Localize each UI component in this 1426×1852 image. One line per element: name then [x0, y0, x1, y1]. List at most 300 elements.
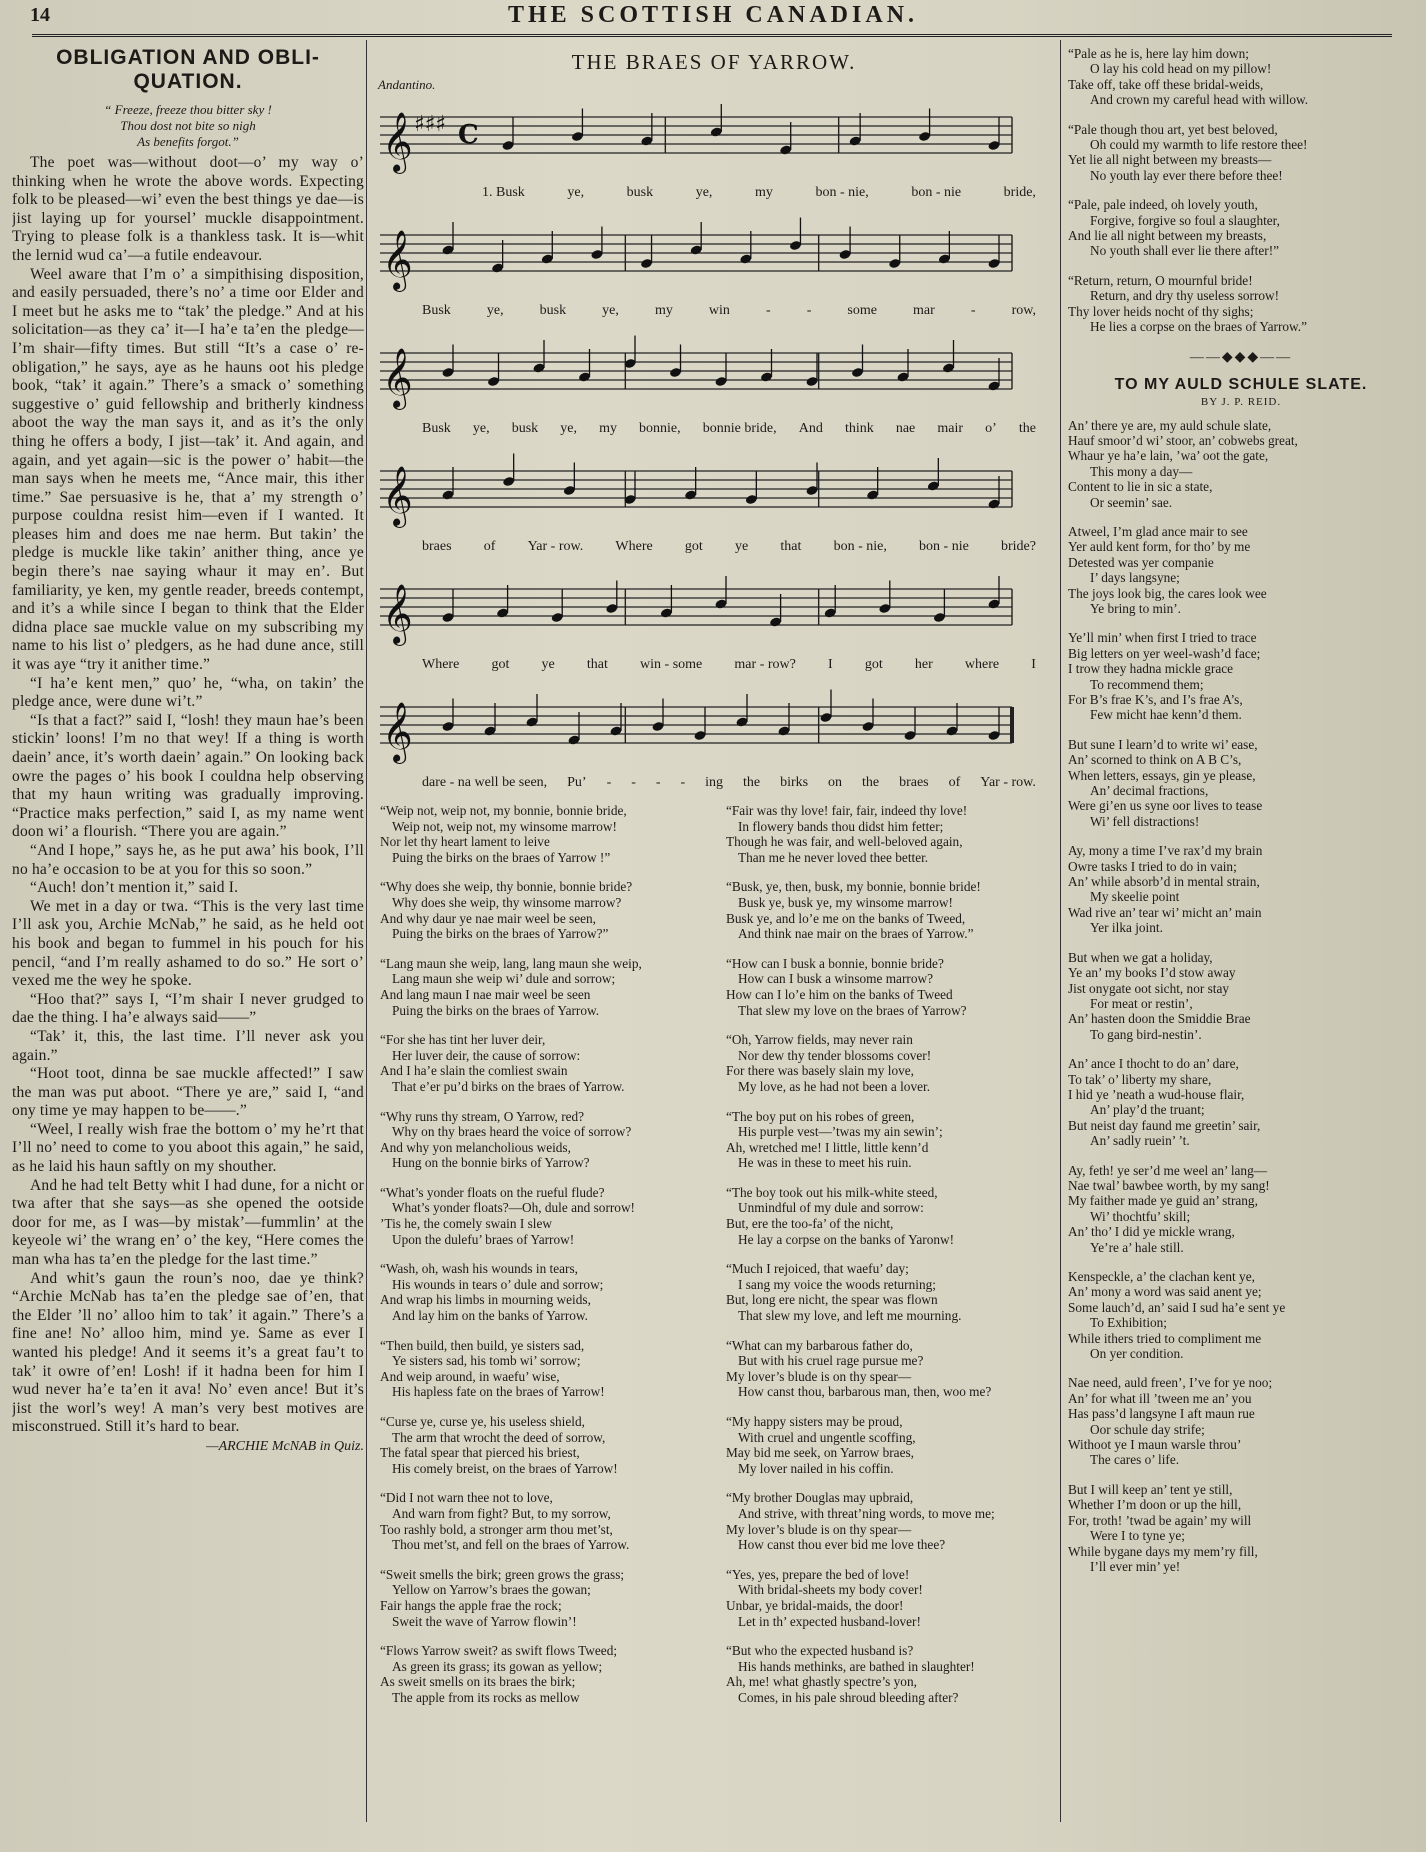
- verse-stanza: [372, 1490, 710, 1552]
- verse-line: Nor dew thy tender blossoms cover!: [738, 1047, 932, 1063]
- article-paragraph: “Is that a fact?” said I, “losh! they maun hae’s been stickin’ loons! I’m no that wey! If a thing is worth daein’ ance, it’s worth daein’ again.” On looking back owre the pages o’ his book I couldna help observing that my haun writing was gradually improving. “Practice maks perfection,” said I, as my name went doon wi’ a flourish. “There you are again.”: [12, 711, 364, 841]
- lyric-syllable: Pu’: [567, 775, 587, 790]
- lyric-row: [482, 185, 1036, 201]
- verse-line: With bridal-sheets my body cover!: [738, 1582, 923, 1598]
- key-signature-icon: ♯♯♯: [414, 112, 446, 137]
- verse-line: “Oh, Yarrow fields, may never rain: [726, 1032, 913, 1048]
- tempo-marking: Andantino.: [378, 77, 436, 92]
- verse-stanza: [1066, 418, 1416, 510]
- verse-line: “But who the expected husband is?: [726, 1643, 914, 1659]
- verse-line: How canst thou, barbarous man, then, woo me?: [738, 1384, 992, 1400]
- time-signature-icon: C: [458, 120, 479, 150]
- verse-line: “Much I rejoiced, that waefu’ day;: [726, 1261, 909, 1277]
- verse-line: “The boy put on his robes of green,: [726, 1108, 915, 1124]
- lyric-syllable: I: [828, 657, 833, 672]
- verse-stanza: [718, 1261, 1056, 1323]
- lyric-syllable: got: [491, 657, 510, 672]
- lyric-syllable: o’: [985, 421, 997, 436]
- verse-line: Were I to tyne ye;: [1090, 1528, 1185, 1544]
- lyric-syllable: ing: [705, 775, 724, 790]
- verse-line: Too rashly bold, a stronger arm thou met’st,: [380, 1521, 613, 1537]
- verse-stanza: [372, 956, 710, 1018]
- lyric-syllable: bride?: [1000, 539, 1036, 554]
- verse-line: In flowery bands thou didst him fetter;: [738, 818, 944, 834]
- verse-line: The arm that wrocht the deed of sorrow,: [392, 1429, 606, 1445]
- verse-line: Lang maun she weip wi’ dule and sorrow;: [392, 971, 616, 987]
- verse-line: Hung on the bonnie birks of Yarrow?: [392, 1155, 590, 1171]
- verse-line: Thy lover heids nocht of thy sighs;: [1068, 303, 1254, 319]
- lyric-syllable: bon - nie: [919, 539, 969, 554]
- verse-line: Oh could my warmth to life restore thee!: [1090, 137, 1308, 153]
- verse-stanza: [372, 1109, 710, 1171]
- lyric-syllable: ye,: [560, 421, 577, 436]
- verse-line: My love, as he had not been a lover.: [738, 1078, 931, 1094]
- lyric-syllable: -: [655, 775, 661, 790]
- masthead-title: THE SCOTTISH CANADIAN.: [507, 2, 919, 28]
- verse-line: Her luver deir, the cause of sorrow:: [392, 1047, 581, 1063]
- verse-line: To gang bird-nestin’.: [1090, 1026, 1202, 1042]
- lyric-syllable: the: [1018, 421, 1036, 436]
- lyric-syllable: nae: [895, 421, 916, 436]
- verse-line: But when we gat a holiday,: [1068, 949, 1213, 965]
- verse-stanza: [1066, 1163, 1416, 1255]
- verse-line: My faither made ye guid an’ strang,: [1068, 1193, 1258, 1209]
- lyric-syllable: -: [606, 775, 612, 790]
- lyric-syllable: ye,: [486, 303, 504, 318]
- lyric-syllable: got: [864, 657, 883, 672]
- staff-svg: [372, 565, 1032, 657]
- lyric-syllable: that: [780, 539, 802, 554]
- lyric-syllable: ye: [734, 539, 749, 554]
- verse-line: That e’er pu’d birks on the braes of Yarrow.: [392, 1078, 625, 1094]
- lyric-syllable: Busk: [422, 421, 451, 436]
- music-staff-system: [372, 211, 1056, 329]
- verse-line: An’ hasten doon the Smiddie Brae: [1068, 1011, 1251, 1027]
- verse-line: “Lang maun she weip, lang, lang maun she weip,: [380, 955, 642, 971]
- verse-line: For there was basely slain my love,: [726, 1063, 914, 1079]
- song-column: [372, 46, 1056, 1720]
- verse-line: Yer ilka joint.: [1090, 920, 1163, 936]
- verse-line: Atweel, I’m glad ance mair to see: [1068, 523, 1248, 539]
- verse-stanza: [1066, 524, 1416, 616]
- verse-stanza: [1066, 950, 1416, 1042]
- verse-line: ’Tis he, the comely swain I slew: [380, 1216, 552, 1232]
- verse-stanza: [718, 1185, 1056, 1247]
- verse-line: Jist onygate oot sicht, nor stay: [1068, 980, 1230, 996]
- poem-column: [1066, 46, 1416, 1588]
- verse-line: “Flows Yarrow sweit? as swift flows Tweed;: [380, 1643, 618, 1659]
- page-number: 14: [30, 4, 50, 26]
- verse-stanza: [1066, 1482, 1416, 1574]
- verse-line: How can I lo’e him on the banks of Tweed: [726, 986, 953, 1002]
- verse-line: “My happy sisters may be proud,: [726, 1414, 903, 1429]
- epigraph-line: Thou dost not bite so nigh: [120, 118, 256, 133]
- verse-line: The cares o’ life.: [1090, 1452, 1180, 1468]
- verse-line: My lover’s blude is on thy spear—: [726, 1368, 912, 1384]
- verse-line: “Why runs thy stream, O Yarrow, red?: [380, 1108, 585, 1124]
- verse-stanza: [372, 879, 710, 941]
- lyric-syllable: mar - row?: [734, 657, 796, 672]
- verse-line: His hands methinks, are bathed in slaughter!: [738, 1658, 975, 1674]
- treble-clef-icon: 𝄞: [382, 112, 413, 172]
- verse-line: The fatal spear that pierced his briest,: [380, 1445, 580, 1461]
- verse-line: The apple from its rocks as mellow: [392, 1689, 580, 1705]
- verse-stanza: [718, 1414, 1056, 1476]
- lyric-syllable: bonnie,: [639, 421, 681, 436]
- verse-stanza: [372, 1261, 710, 1323]
- lyric-syllable: think: [844, 421, 874, 436]
- verse-stanza: [1066, 122, 1416, 184]
- lyric-syllable: -: [970, 303, 976, 318]
- verse-line: Ye sisters sad, his tomb wi’ sorrow;: [392, 1353, 581, 1369]
- verse-line: Weip not, weip not, my winsome marrow!: [392, 818, 617, 834]
- poem-byline: BY J. P. REID.: [1200, 395, 1282, 408]
- lyric-syllable: -: [631, 775, 636, 790]
- staff-svg: [372, 683, 1032, 775]
- verse-line: Yer auld kent form, for tho’ by me: [1068, 539, 1251, 555]
- verse-stanza: [1066, 46, 1416, 108]
- verse-line: As green its grass; its gowan as yellow;: [392, 1658, 603, 1674]
- verse-line: No youth shall ever lie there after!”: [1090, 243, 1280, 259]
- lyric-syllable: where: [964, 657, 1000, 672]
- verse-line: “Then build, then build, ye sisters sad,: [380, 1337, 585, 1353]
- verse-line: For, troth! ’twad be again’ my will: [1068, 1512, 1252, 1528]
- verse-stanza: [1066, 843, 1416, 935]
- verse-line: But I will keep an’ tent ye still,: [1068, 1481, 1233, 1497]
- verse-line: Than me he never loved thee better.: [738, 849, 929, 865]
- article-paragraph: “I ha’e kent men,” quo’ he, “wha, on takin’ the pledge ance, were dune wi’t.”: [12, 674, 364, 711]
- verse-line: O lay his cold head on my pillow!: [1090, 61, 1272, 77]
- verse-line: Take off, take off these bridal-weids,: [1068, 76, 1264, 92]
- lyric-syllable: And: [798, 421, 823, 436]
- verse-line: Puing the birks on the braes of Yarrow !”: [392, 849, 611, 865]
- verse-line: “The boy took out his milk-white steed,: [726, 1184, 938, 1200]
- lyric-row: [422, 303, 1036, 319]
- lyric-syllable: dare - na well be seen,: [422, 775, 548, 790]
- lyric-row: [422, 775, 1036, 791]
- verse-line: And I ha’e slain the comliest swain: [380, 1063, 568, 1079]
- verse-line: Whaur ye ha’e lain, ’wa’ oot the gate,: [1068, 448, 1269, 464]
- lyric-syllable: bon - nie,: [815, 185, 869, 200]
- verse-line: Thou met’st, and fell on the braes of Yarrow.: [392, 1537, 630, 1553]
- lyric-syllable: busk: [539, 303, 567, 318]
- music-staff-system: [372, 93, 1056, 211]
- verse-line: When letters, essays, gin ye please,: [1068, 767, 1256, 783]
- lyric-syllable: bride,: [1003, 185, 1036, 200]
- verse-stanza: [372, 1338, 710, 1400]
- verse-line: Ah, me! what ghastly spectre’s yon,: [726, 1674, 917, 1690]
- verse-line: “Yes, yes, prepare the bed of love!: [726, 1566, 910, 1582]
- poem-title: TO MY AULD SCHULE SLATE.: [1114, 375, 1368, 393]
- verse-stanza: [1066, 737, 1416, 829]
- lyric-syllable: ye,: [472, 421, 490, 436]
- lyric-syllable: some: [847, 303, 877, 318]
- verse-line: I trow they hadna mickle grace: [1068, 661, 1234, 677]
- lyric-row: [422, 539, 1036, 555]
- verse-stanza: [1066, 1375, 1416, 1467]
- article-paragraph: Weel aware that I’m o’ a simpithising disposition, and easily persuaded, there’s no’ a time oor Elder and I meet but he asks me to “tak’ the pledge.” And at his solicitation—as they ca’ it—I ha’e ta’en the pledge—I’m shair—fifty times. But still “It’s a case o’ re-obligation,” he says, aye as he hauns oot his pledge book, “tak’ it again.” There’s a smack o’ something suggestive o’ guid fellowship and britherly kindness aboot the way the man says it, and as it’s the only thing he offers a body, I jist—tak’ it. And again, and again, and yet again—sic is the power o’ habit—the man says when he meets me, “Ance mair, this ither time.” Sae persuasive is he, that a’ my strength o’ purpose couldna resist him—even if I wanted. It pleases him and does me nae herm. But takin’ the pledge is muckle like takin’ anither thing, ance ye begin there’s nae saying whaur it may en’. But familiarity, ye ken, my gentle reader, breeds contempt, and it’s a while since I began to think that the Elder didna place sae muckle value on my subscribing my name to his list o’ pledgers, as he had dune ance, still it was aye “try it anither time.”: [12, 265, 364, 674]
- music-staff-system: [372, 683, 1056, 801]
- verse-line: Ay, feth! ye ser’d me weel an’ lang—: [1068, 1162, 1268, 1178]
- lyric-syllable: of: [483, 539, 496, 554]
- verse-stanza: [718, 1338, 1056, 1400]
- verse-line: “Fair was thy love! fair, fair, indeed thy love!: [726, 803, 968, 818]
- song-verses-continued: [1066, 46, 1416, 335]
- verse-line: But sune I learn’d to write wi’ ease,: [1068, 736, 1258, 752]
- epigraph-line: “ Freeze, freeze thou bitter sky !: [104, 102, 272, 117]
- verse-line: But, ere the too-fa’ of the nicht,: [726, 1216, 894, 1232]
- lyric-syllable: on: [828, 775, 843, 790]
- verse-line: Busk ye, busk ye, my winsome marrow!: [738, 894, 953, 910]
- verse-line: Unbar, ye bridal-maids, the door!: [726, 1597, 904, 1613]
- verse-stanza: [718, 879, 1056, 941]
- lyric-syllable: busk: [626, 185, 654, 200]
- verse-line: He lay a corpse on the banks of Yaronw!: [738, 1231, 955, 1247]
- lyric-syllable: Yar - row.: [527, 539, 584, 554]
- verse-line: Puing the birks on the braes of Yarrow.: [392, 1002, 600, 1018]
- verse-line: Puing the birks on the braes of Yarrow?”: [392, 926, 609, 942]
- article-paragraph: “Auch! don’t mention it,” said I.: [30, 879, 239, 897]
- verse-line: Yet lie all night between my breasts—: [1068, 152, 1272, 168]
- lyric-syllable: row,: [1011, 303, 1036, 318]
- verse-stanza: [718, 803, 1056, 865]
- article-body: [12, 154, 364, 1437]
- verse-line: What’s yonder floats?—Oh, dule and sorrow!: [392, 1200, 635, 1216]
- verse-line: “Pale, pale indeed, oh lovely youth,: [1068, 197, 1258, 213]
- verse-line: My skeelie point: [1090, 889, 1180, 905]
- verse-line: Has pass’d langsyne I aft maun rue: [1068, 1406, 1255, 1422]
- verse-line: And warn from fight? But, to my sorrow,: [392, 1505, 611, 1521]
- poem-body: [1066, 418, 1416, 1575]
- verse-line: Or seemin’ sae.: [1090, 494, 1173, 510]
- staff-svg: [372, 447, 1032, 539]
- verse-stanza: [718, 1032, 1056, 1094]
- lyric-syllable: busk: [511, 421, 539, 436]
- verse-line: I’ll ever min’ ye!: [1090, 1558, 1181, 1574]
- verse-line: “Why does she weip, thy bonnie, bonnie bride?: [380, 879, 633, 895]
- verse-line: He lies a corpse on the braes of Yarrow.”: [1090, 319, 1307, 335]
- music-staff-system: [372, 565, 1056, 683]
- verse-line: Hauf smoor’d wi’ stoor, an’ cobwebs great,: [1068, 432, 1298, 448]
- verses-left-column: [372, 803, 710, 1720]
- verse-line: But with his cruel rage pursue me?: [738, 1353, 924, 1369]
- verse-line: Detested was yer companie: [1068, 554, 1214, 570]
- lyric-syllable: ye,: [695, 185, 713, 200]
- lyric-syllable: the: [742, 775, 761, 790]
- header-rule: [32, 34, 1392, 41]
- verse-line: And crown my careful head with willow.: [1090, 92, 1309, 108]
- verse-line: Ay, mony a time I’ve rax’d my brain: [1068, 843, 1263, 859]
- verse-line: Nae twal’ bawbee worth, by my sang!: [1068, 1177, 1270, 1193]
- article-column: [12, 46, 364, 1455]
- verse-stanza: [718, 1643, 1056, 1705]
- verse-stanza: [718, 1490, 1056, 1552]
- lyric-syllable: -: [765, 303, 771, 318]
- verse-line: His purple vest—’twas my ain sewin’;: [738, 1124, 943, 1140]
- verse-line: This mony a day—: [1090, 463, 1193, 479]
- ornament-divider: ——◆◆◆——: [1189, 349, 1293, 365]
- verse-line: An’ ance I thocht to do an’ dare,: [1068, 1056, 1239, 1072]
- verse-line: Wad rive an’ tear wi’ micht an’ main: [1068, 904, 1262, 920]
- verse-line: On yer condition.: [1090, 1346, 1184, 1362]
- verse-line: Ye’ll min’ when first I tried to trace: [1068, 630, 1257, 646]
- verse-line: “What’s yonder floats on the rueful flude?: [380, 1184, 605, 1200]
- lyric-syllable: I: [1031, 657, 1036, 672]
- verse-line: And think nae mair on the braes of Yarrow.”: [738, 926, 974, 942]
- lyric-syllable: her: [914, 657, 933, 672]
- verse-line: Content to lie in sic a state,: [1068, 479, 1213, 495]
- verse-line: My lover’s blude is on thy spear—: [726, 1521, 912, 1537]
- verse-line: An’ tho’ I did ye mickle wrang,: [1068, 1224, 1235, 1240]
- verse-line: I’ days langsyne;: [1090, 570, 1180, 586]
- treble-clef-icon: 𝄞: [382, 466, 413, 526]
- verse-line: “For she has tint her luver deir,: [380, 1032, 546, 1048]
- treble-clef-icon: 𝄞: [382, 230, 413, 290]
- treble-clef-icon: 𝄞: [382, 348, 413, 408]
- lyric-row: [422, 657, 1036, 673]
- lyric-syllable: of: [948, 775, 961, 790]
- verse-line: “How can I busk a bonnie, bonnie bride?: [726, 955, 944, 971]
- verse-line: And lay him on the banks of Yarrow.: [392, 1308, 588, 1324]
- verse-stanza: [372, 1643, 710, 1705]
- lyric-syllable: 1. Busk: [482, 185, 525, 200]
- song-verses: [372, 803, 1056, 1720]
- verse-stanza: [718, 1567, 1056, 1629]
- lyric-syllable: braes: [422, 539, 452, 554]
- verse-line: An’ sadly ruein’ ’t.: [1090, 1133, 1190, 1149]
- verse-line: Whether I’m doon or up the hill,: [1068, 1497, 1242, 1513]
- article-paragraph: “And I hope,” says he, as he put awa’ his book, I’ll no ha’e occasion to be at you for this so soon.”: [12, 841, 364, 878]
- article-paragraph: And whit’s gaun the roun’s noo, dae ye think? “Archie McNab has ta’en the pledge sae of’en, that the Elder ’ll no’ alloo him to tak’ it again.” There’s a fine ane! No’ alloo him, mind ye. Same as ever I wanted his pledge! And it seems it’s a great fau’t to tak’ it owre of’en! Losh! if it hadna been for him I wud never ha’e ta’en it ava! No’ even ance! But it’s jist the worl’s wey! A man’s very best motives are misconstrued. Still it’s hard to bear.: [12, 1269, 364, 1436]
- verse-line: And weip around, in waefu’ wise,: [380, 1368, 560, 1384]
- verse-line: Sweit the wave of Yarrow flowin’!: [392, 1613, 577, 1629]
- verse-line: Ye bring to min’.: [1090, 600, 1181, 616]
- article-title: OBLIGATION AND OBLI-QUATION.: [56, 46, 320, 93]
- verse-line: To Exhibition;: [1090, 1315, 1168, 1331]
- verse-line: And strive, with threat’ning words, to move me;: [738, 1505, 995, 1521]
- lyric-syllable: bonnie bride,: [702, 421, 777, 436]
- verse-line: Why on thy braes heard the voice of sorrow?: [392, 1124, 632, 1140]
- verse-line: Nor let thy heart lament to leive: [380, 834, 550, 850]
- verse-line: “What can my barbarous father do,: [726, 1337, 913, 1353]
- verse-stanza: [372, 1032, 710, 1094]
- lyric-syllable: Yar - row.: [980, 775, 1036, 790]
- staff-svg: [372, 329, 1032, 421]
- treble-clef-icon: 𝄞: [382, 584, 413, 644]
- verse-line: And why daur ye nae mair weel be seen,: [380, 910, 596, 926]
- verse-stanza: [1066, 1056, 1416, 1148]
- verse-line: Let in th’ expected husband-lover!: [738, 1613, 921, 1629]
- verse-line: May bid me seek, on Yarrow braes,: [726, 1445, 914, 1461]
- column-divider: [366, 40, 367, 1822]
- verse-line: No youth lay ever there before thee!: [1090, 167, 1283, 183]
- lyric-syllable: ye: [541, 657, 555, 672]
- article-paragraph: “Hoot toot, dinna be sae muckle affected!” I saw the man was put aboot. “There ye are,” said I, “and ony time ye may happen to be——.”: [12, 1065, 364, 1120]
- verse-line: Wi’ fell distractions!: [1090, 813, 1200, 829]
- verse-line: Ye an’ my books I’d stow away: [1068, 965, 1236, 981]
- verse-stanza: [718, 956, 1056, 1018]
- verse-line: How canst thou ever bid me love thee?: [738, 1537, 946, 1553]
- verse-stanza: [372, 1185, 710, 1247]
- verse-line: The joys look big, the cares look wee: [1068, 585, 1267, 601]
- verse-line: For B’s frae K’s, and I’s frae A’s,: [1068, 692, 1243, 707]
- verse-line: And why yon melancholious weids,: [380, 1139, 571, 1155]
- verse-line: While ithers tried to compliment me: [1068, 1330, 1262, 1346]
- verse-line: “Pale though thou art, yet best beloved,: [1068, 121, 1278, 137]
- verse-line: His hapless fate on the braes of Yarrow!: [392, 1384, 605, 1400]
- article-paragraph: The poet was—without doot—o’ my way o’ thinking when he wrote the above words. Expecting folk to be pleased—wi’ even the best things ye dae—is jist laying up for yoursel’ muckle disappointment. Trying to please folk is a thankless task. It is—whit the lernid wud ca’—a futile endeavour.: [12, 154, 364, 264]
- verse-line: Withoot ye I maun warsle throu’: [1068, 1437, 1242, 1453]
- verse-line: I sang my voice the woods returning;: [738, 1276, 936, 1292]
- lyric-syllable: -: [680, 775, 686, 790]
- verse-line: An’ mony a word was said anent ye;: [1068, 1284, 1262, 1300]
- lyric-syllable: mair: [937, 421, 963, 436]
- column-divider: [1060, 40, 1061, 1822]
- verse-line: Return, and dry thy useless sorrow!: [1090, 288, 1280, 304]
- music-staff-system: [372, 447, 1056, 565]
- verse-line: My lover nailed in his coffin.: [738, 1460, 894, 1476]
- verse-line: An’ scorned to think on A B C’s,: [1068, 752, 1242, 768]
- verse-stanza: [372, 803, 710, 865]
- verse-line: Owre tasks I tried to do in vain;: [1068, 858, 1237, 874]
- verse-line: Ye’re a’ hale still.: [1090, 1239, 1184, 1255]
- verse-line: “Return, return, O mournful bride!: [1068, 272, 1253, 288]
- lyric-syllable: win - some: [640, 657, 703, 672]
- epigraph-line: As benefits forgot.”: [137, 134, 239, 149]
- treble-clef-icon: 𝄞: [382, 702, 413, 762]
- verse-line: For meat or restin’,: [1090, 995, 1193, 1011]
- lyric-syllable: bon - nie,: [833, 539, 887, 554]
- verse-line: Wi’ thochtfu’ skill;: [1090, 1208, 1191, 1224]
- verse-line: Were gi’en us syne oor lives to tease: [1068, 798, 1263, 814]
- article-paragraph: “Hoo that?” says I, “I’m shair I never grudged to dae the thing. I ha’e always said——”: [12, 990, 364, 1027]
- verse-line: Nae need, auld freen’, I’ve for ye noo;: [1068, 1375, 1273, 1391]
- lyric-syllable: the: [862, 775, 880, 790]
- verse-line: Few micht hae kenn’d them.: [1090, 707, 1242, 723]
- verse-line: While bygane days my mem’ry fill,: [1068, 1543, 1258, 1559]
- music-score: [372, 93, 1056, 801]
- verse-line: Some lauch’d, an’ said I sud ha’e sent ye: [1068, 1299, 1286, 1315]
- verse-line: “My brother Douglas may upbraid,: [726, 1490, 914, 1506]
- verse-line: Fair hangs the apple frae the rock;: [380, 1597, 562, 1613]
- verse-stanza: [1066, 197, 1416, 259]
- verse-line: Though he was fair, and well-beloved again,: [726, 834, 963, 850]
- verse-line: “Pale as he is, here lay him down;: [1068, 46, 1249, 61]
- verse-line: Ah, wretched me! I little, little kenn’d: [726, 1139, 929, 1155]
- verse-line: Comes, in his pale shroud bleeding after?: [738, 1689, 959, 1705]
- lyric-syllable: that: [586, 657, 608, 672]
- verse-stanza: [1066, 273, 1416, 335]
- verse-line: “Sweit smells the birk; green grows the grass;: [380, 1566, 625, 1582]
- lyric-syllable: my: [654, 303, 673, 318]
- verse-line: An’ while absorb’d in mental strain,: [1068, 874, 1260, 890]
- verse-line: Upon the dulefu’ braes of Yarrow!: [392, 1231, 575, 1247]
- verse-line: An’ for what ill ’tween me an’ you: [1068, 1390, 1252, 1406]
- page-header: [20, 0, 1406, 40]
- verse-line: Oor schule day strife;: [1090, 1421, 1205, 1437]
- verse-line: “Did I not warn thee not to love,: [380, 1490, 553, 1506]
- verse-line: Forgive, forgive so foul a slaughter,: [1090, 212, 1280, 228]
- article-paragraph: “Tak’ it, this, the last time. I’ll never ask you again.”: [12, 1027, 364, 1064]
- verse-line: He was in these to meet his ruin.: [738, 1155, 912, 1171]
- verse-line: And lang maun I nae mair weel be seen: [380, 986, 591, 1002]
- lyric-syllable: birks: [780, 775, 809, 790]
- verse-line: His comely breist, on the braes of Yarrow!: [392, 1460, 618, 1476]
- verse-line: An’ play’d the truant;: [1090, 1102, 1205, 1118]
- lyric-syllable: Where: [422, 657, 460, 672]
- lyric-syllable: ye,: [602, 303, 619, 318]
- verse-line: Kenspeckle, a’ the clachan kent ye,: [1068, 1269, 1255, 1284]
